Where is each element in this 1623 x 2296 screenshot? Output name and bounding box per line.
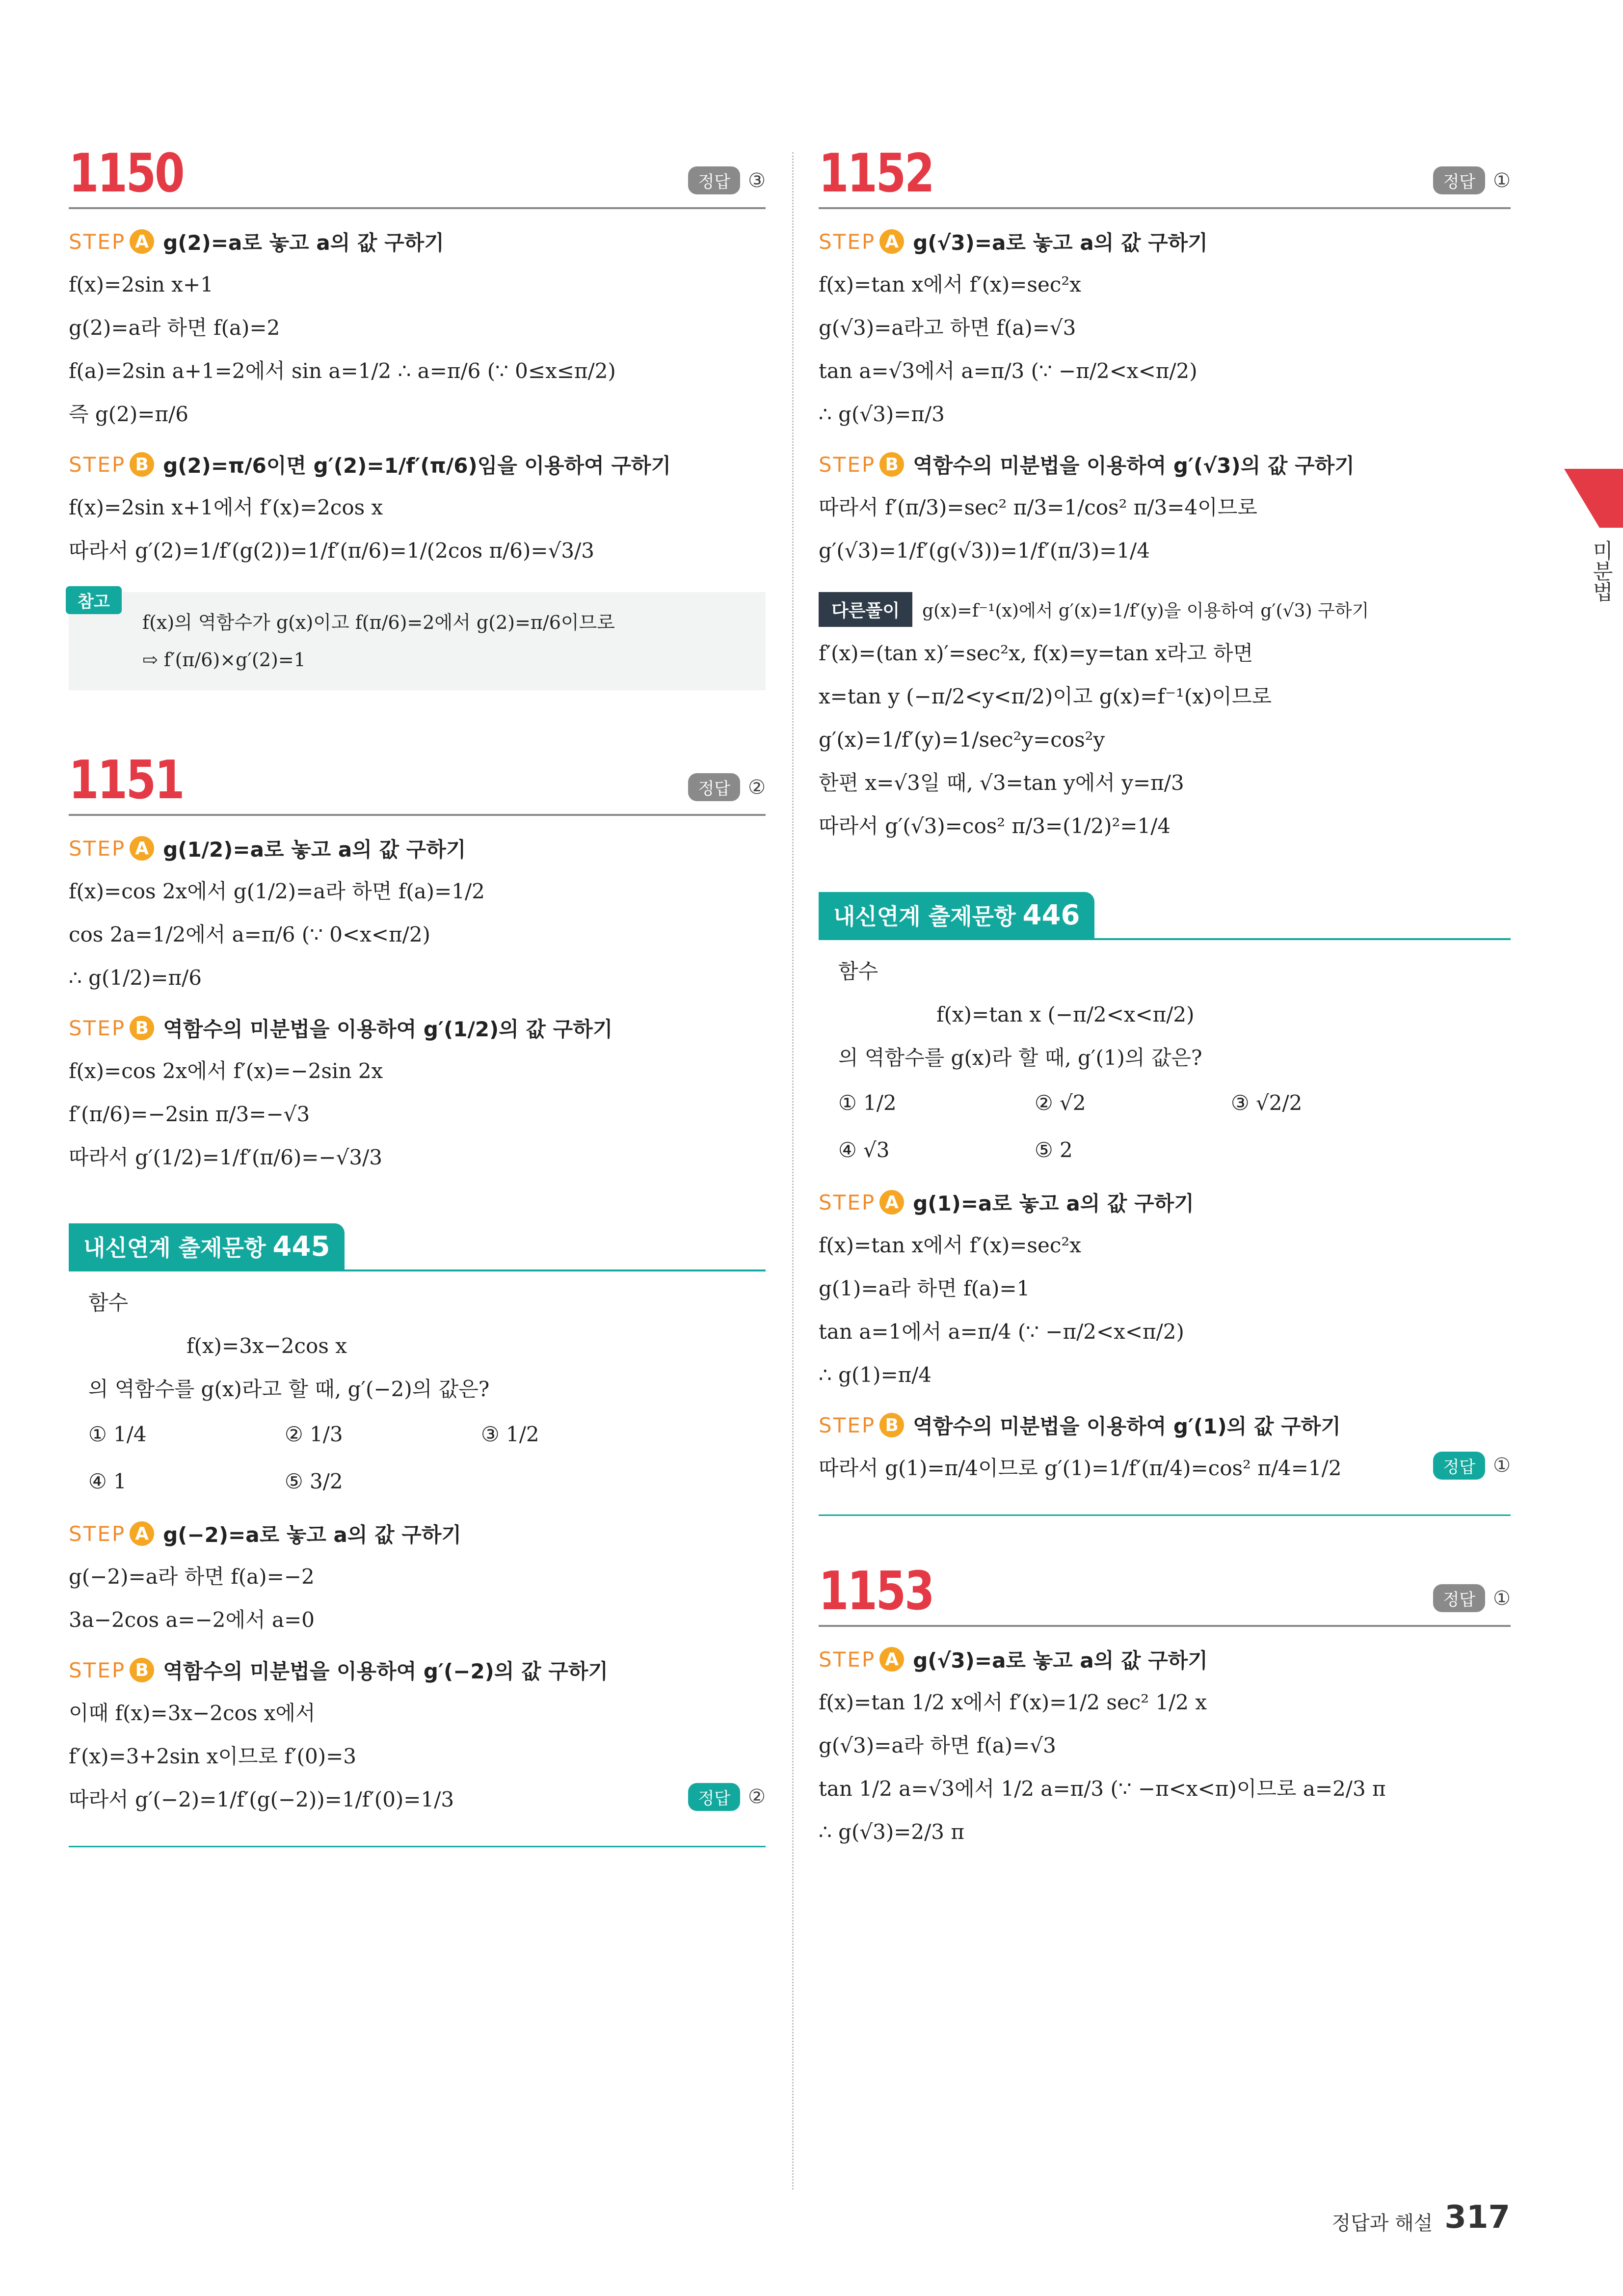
question-line: 의 역함수를 g(x)라고 할 때, g′(−2)의 값은? [88, 1377, 490, 1401]
step-title: 역함수의 미분법을 이용하여 g′(1/2)의 값 구하기 [163, 1017, 613, 1041]
alternate-solution-header [819, 592, 1511, 627]
solution-line: 즉 g(2)=π/6 [69, 402, 188, 426]
question-function: f(x)=tan x (−π/2<x<π/2) [936, 1002, 1195, 1026]
solution-line: tan 1/2 a=√3에서 1/2 a=π/3 (∵ −π<x<π)이므로 a=2/3 π [819, 1777, 1386, 1801]
step-label: STEP A [69, 836, 154, 861]
solution-line: 한편 x=√3일 때, √3=tan y에서 y=π/3 [819, 771, 1184, 795]
answer-area [1433, 1584, 1511, 1612]
problem-number: 1152 [819, 143, 933, 204]
linked-question-tag [69, 1223, 345, 1270]
solution-line: tan a=√3에서 a=π/3 (∵ −π/2<x<π/2) [819, 359, 1197, 383]
solution-line: ∴ g(1/2)=π/6 [69, 966, 202, 990]
step-label: STEP A [69, 229, 154, 254]
linked-question-label: 내신연계 출제문항 [83, 1235, 266, 1261]
answer-badge: 정답 [688, 166, 740, 194]
step-b-1150 [69, 450, 766, 479]
step-title: 역함수의 미분법을 이용하여 g′(−2)의 값 구하기 [163, 1659, 608, 1683]
note-line: f(x)의 역함수가 g(x)이고 f(π/6)=2에서 g(2)=π/6이므로 [142, 612, 615, 633]
step-a-1153 [819, 1645, 1511, 1674]
problem-header-1150 [69, 143, 766, 209]
step-title: g(√3)=a로 놓고 a의 값 구하기 [913, 1648, 1208, 1673]
step-title: g(2)=π/6이면 g′(2)=1/f′(π/6)임을 이용하여 구하기 [163, 454, 671, 478]
step-a-446 [819, 1188, 1511, 1217]
section-divider [819, 1514, 1511, 1516]
solution-line: 3a−2cos a=−2에서 a=0 [69, 1608, 315, 1632]
solution-line: g(2)=a라 하면 f(a)=2 [69, 316, 280, 340]
answer-mark: ① [1493, 1454, 1511, 1477]
problem-header-1151 [69, 750, 766, 816]
chapter-label: 미분법 [1590, 540, 1614, 602]
answer-area [688, 773, 766, 801]
solution-line: f(x)=cos 2x에서 f′(x)=−2sin 2x [69, 1059, 383, 1083]
step-b-1151 [69, 1013, 766, 1043]
choice-3[interactable]: ③ √2/2 [1231, 1091, 1303, 1115]
answer-badge: 정답 [688, 773, 740, 801]
step-a-1152 [819, 227, 1511, 256]
step-letter: A [130, 836, 154, 861]
solution-line: f′(x)=(tan x)′=sec²x, f(x)=y=tan x라고 하면 [819, 641, 1253, 665]
solution-line: ∴ g(1)=π/4 [819, 1363, 932, 1387]
step-b-1152 [819, 450, 1511, 479]
question-line: 함수 [838, 959, 878, 983]
step-a-1151 [69, 834, 766, 863]
solution-line: g′(x)=1/f′(y)=1/sec²y=cos²y [819, 728, 1105, 752]
step-label: STEP B [69, 452, 154, 477]
answer-mark: ② [748, 1785, 766, 1808]
answer-mark: ① [1493, 1587, 1511, 1610]
left-column [69, 143, 766, 1867]
answer-area [688, 1783, 766, 1811]
question-line: 함수 [88, 1291, 129, 1315]
answer-badge: 정답 [688, 1783, 740, 1811]
linked-question-label: 내신연계 출제문항 [833, 903, 1016, 930]
step-label: STEP A [819, 229, 904, 254]
solution-line: f(x)=tan 1/2 x에서 f′(x)=1/2 sec² 1/2 x [819, 1690, 1207, 1714]
solution-line: f′(π/6)=−2sin π/3=−√3 [69, 1102, 310, 1126]
step-b-445 [69, 1655, 766, 1685]
step-letter: A [879, 1647, 904, 1672]
linked-question-445 [69, 1281, 766, 1505]
solution-line: f(x)=2sin x+1 [69, 272, 213, 297]
linked-question-446 [819, 950, 1511, 1174]
page-number: 317 [1444, 2199, 1510, 2236]
choice-1[interactable]: ① 1/2 [838, 1091, 897, 1115]
step-title: g(√3)=a로 놓고 a의 값 구하기 [913, 231, 1208, 255]
choice-5[interactable]: ⑤ 2 [1035, 1138, 1073, 1162]
step-title: g(1)=a로 놓고 a의 값 구하기 [913, 1191, 1194, 1216]
solution-line: f(a)=2sin a+1=2에서 sin a=1/2 ∴ a=π/6 (∵ 0≤x≤π/2) [69, 359, 616, 383]
reference-note [69, 592, 766, 690]
note-tag: 참고 [66, 586, 122, 614]
step-letter: A [879, 1190, 904, 1215]
step-label: STEP B [819, 452, 904, 477]
solution-line: g′(√3)=1/f′(g(√3))=1/f′(π/3)=1/4 [819, 539, 1150, 563]
solution-line: g(√3)=a라고 하면 f(a)=√3 [819, 316, 1076, 340]
solution-line: f(x)=tan x에서 f′(x)=sec²x [819, 1233, 1081, 1257]
answer-area [688, 166, 766, 194]
solution-line: f′(x)=3+2sin x이므로 f′(0)=3 [69, 1744, 356, 1768]
problem-header-1152 [819, 143, 1511, 209]
solution-line: g(1)=a라 하면 f(a)=1 [819, 1276, 1030, 1300]
alternate-solution-title: g(x)=f⁻¹(x)에서 g′(x)=1/f′(y)을 이용하여 g′(√3) 구하기 [922, 601, 1369, 621]
column-divider [792, 152, 794, 2189]
question-function: f(x)=3x−2cos x [186, 1334, 347, 1358]
step-label: STEP B [819, 1413, 904, 1437]
step-title: g(−2)=a로 놓고 a의 값 구하기 [163, 1523, 461, 1547]
step-b-446 [819, 1410, 1511, 1440]
solution-line: f(x)=cos 2x에서 g(1/2)=a라 하면 f(a)=1/2 [69, 879, 485, 903]
step-a-445 [69, 1519, 766, 1548]
solution-line: f(x)=tan x에서 f′(x)=sec²x [819, 272, 1081, 297]
alternate-solution-tag: 다른풀이 [819, 592, 912, 627]
solution-line: ∴ g(√3)=π/3 [819, 402, 945, 426]
solution-line: tan a=1에서 a=π/4 (∵ −π/2<x<π/2) [819, 1320, 1184, 1344]
answer-badge: 정답 [1433, 1452, 1485, 1480]
step-letter: B [879, 452, 904, 477]
solution-line: f(x)=2sin x+1에서 f′(x)=2cos x [69, 495, 383, 519]
linked-question-header-445 [69, 1223, 766, 1271]
choice-list [88, 1411, 746, 1505]
solution-line: cos 2a=1/2에서 a=π/6 (∵ 0<x<π/2) [69, 922, 430, 946]
step-title: 역함수의 미분법을 이용하여 g′(√3)의 값 구하기 [913, 454, 1355, 478]
step-title: 역함수의 미분법을 이용하여 g′(1)의 값 구하기 [913, 1414, 1341, 1438]
choice-1[interactable]: ① 1/4 [88, 1422, 147, 1446]
solution-line: 따라서 g(1)=π/4이므로 g′(1)=1/f′(π/4)=cos² π/4=1/2 [819, 1456, 1342, 1480]
step-letter: B [130, 452, 154, 477]
step-letter: B [130, 1016, 154, 1040]
solution-line: 이때 f(x)=3x−2cos x에서 [69, 1701, 316, 1725]
solution-line: 따라서 g′(1/2)=1/f′(π/6)=−√3/3 [69, 1145, 382, 1169]
step-title: g(2)=a로 놓고 a의 값 구하기 [163, 231, 444, 255]
step-letter: A [130, 1521, 154, 1546]
answer-badge: 정답 [1433, 1584, 1485, 1612]
section-divider [69, 1846, 766, 1847]
solution-line: 따라서 g′(−2)=1/f′(g(−2))=1/f′(0)=1/3 [69, 1787, 454, 1811]
solution-line: 따라서 g′(√3)=cos² π/3=(1/2)²=1/4 [819, 814, 1171, 838]
linked-question-header-446 [819, 892, 1511, 940]
problem-number: 1151 [69, 750, 184, 811]
linked-question-number: 445 [272, 1231, 330, 1263]
answer-area [1433, 166, 1511, 194]
chapter-tab [1564, 469, 1623, 528]
note-line: ⇨ f′(π/6)×g′(2)=1 [142, 649, 306, 671]
answer-mark: ② [748, 776, 766, 799]
solution-line: 따라서 g′(2)=1/f′(g(2))=1/f′(π/6)=1/(2cos π/6)=√3/3 [69, 539, 594, 563]
choice-list [838, 1080, 1491, 1174]
step-letter: B [130, 1658, 154, 1682]
solution-line: ∴ g(√3)=2/3 π [819, 1820, 964, 1844]
problem-number: 1153 [819, 1561, 933, 1622]
solution-line: 따라서 f′(π/3)=sec² π/3=1/cos² π/3=4이므로 [819, 495, 1257, 519]
step-label: STEP B [69, 1658, 154, 1682]
step-label: STEP A [819, 1647, 904, 1672]
choice-3[interactable]: ③ 1/2 [481, 1422, 539, 1446]
answer-mark: ③ [748, 169, 766, 192]
step-label: STEP A [819, 1190, 904, 1215]
solution-line: g(−2)=a라 하면 f(a)=−2 [69, 1565, 315, 1589]
answer-mark: ① [1493, 169, 1511, 192]
linked-question-number: 446 [1022, 899, 1080, 931]
choice-4[interactable]: ④ √3 [838, 1138, 890, 1162]
step-label: STEP A [69, 1521, 154, 1546]
choice-4[interactable]: ④ 1 [88, 1469, 127, 1493]
step-letter: B [879, 1413, 904, 1437]
question-line: 의 역함수를 g(x)라 할 때, g′(1)의 값은? [838, 1046, 1202, 1070]
problem-number: 1150 [69, 143, 184, 204]
step-a-1150 [69, 227, 766, 256]
footer-label: 정답과 해설 [1331, 2212, 1433, 2235]
choice-2[interactable]: ② 1/3 [285, 1422, 343, 1446]
choice-5[interactable]: ⑤ 3/2 [285, 1469, 343, 1493]
solution-line: g(√3)=a라 하면 f(a)=√3 [819, 1733, 1056, 1757]
problem-header-1153 [819, 1561, 1511, 1627]
choice-2[interactable]: ② √2 [1035, 1091, 1086, 1115]
step-title: g(1/2)=a로 놓고 a의 값 구하기 [163, 837, 466, 862]
answer-area [1433, 1452, 1511, 1480]
solution-line: x=tan y (−π/2<y<π/2)이고 g(x)=f⁻¹(x)이므로 [819, 684, 1272, 708]
step-letter: A [130, 229, 154, 254]
right-column [819, 143, 1511, 1854]
linked-question-tag [819, 892, 1094, 938]
answer-badge: 정답 [1433, 166, 1485, 194]
step-label: STEP B [69, 1016, 154, 1040]
step-letter: A [879, 229, 904, 254]
page-footer [1331, 2199, 1510, 2236]
